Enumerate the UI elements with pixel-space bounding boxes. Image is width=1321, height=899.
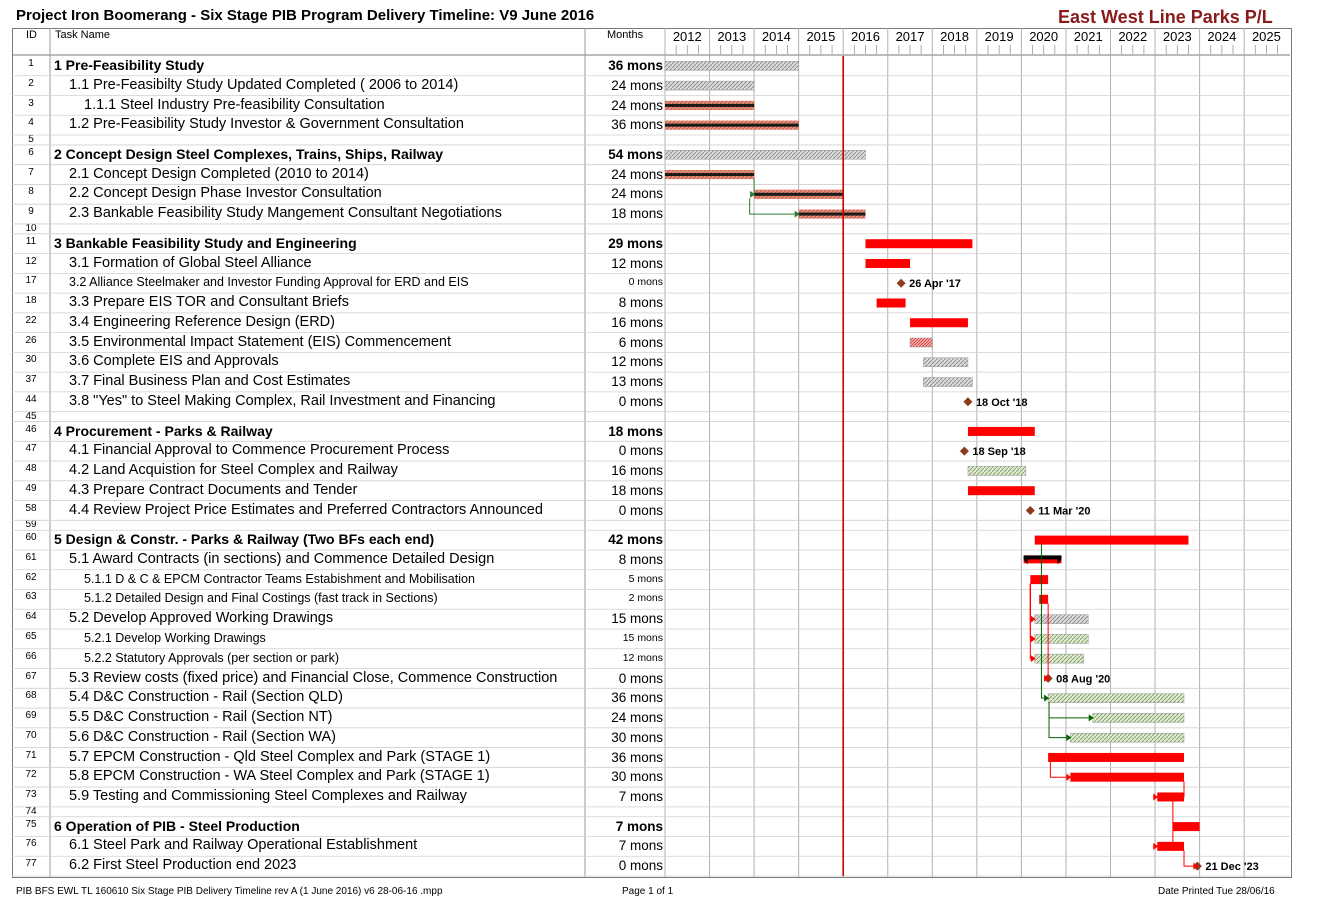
- task-bar: [877, 298, 906, 307]
- task-id: 5: [28, 134, 34, 146]
- task-id: 11: [25, 235, 37, 247]
- progress-line: [665, 104, 754, 107]
- task-duration: 24 mons: [611, 710, 663, 726]
- column-header-duration: Months: [607, 29, 644, 41]
- task-name: 2 Concept Design Steel Complexes, Trains, Ships, Railway: [54, 145, 444, 162]
- summary-bar: [923, 358, 968, 367]
- task-id: 7: [28, 166, 34, 178]
- task-duration: 0 mons: [618, 502, 663, 518]
- task-duration: 13 mons: [611, 374, 663, 390]
- task-id: 46: [25, 423, 37, 435]
- task-bar: [1035, 634, 1088, 643]
- task-name: 5.9 Testing and Commissioning Steel Complexes and Railway: [69, 788, 467, 805]
- milestone-label: 18 Oct '18: [975, 396, 1028, 409]
- task-bar: [1035, 654, 1084, 663]
- task-id: 17: [25, 275, 37, 287]
- task-bar: [865, 239, 972, 248]
- task-bar: [910, 318, 968, 327]
- milestone-diamond: [897, 279, 906, 288]
- task-name: 5.2 Develop Approved Working Drawings: [69, 610, 334, 627]
- progress-line: [665, 124, 799, 127]
- task-id: 1: [28, 58, 34, 69]
- task-duration: 36 mons: [608, 58, 663, 73]
- task-bar: [1039, 595, 1048, 604]
- task-duration: 7 mons: [615, 818, 663, 834]
- task-id: 37: [25, 374, 37, 386]
- task-id: 22: [25, 314, 37, 326]
- task-bar: [910, 338, 932, 347]
- task-name: 5.7 EPCM Construction - Qld Steel Complex and Park (STAGE 1): [69, 748, 491, 765]
- task-name: 4.3 Prepare Contract Documents and Tender: [69, 481, 358, 498]
- task-name: 3.1 Formation of Global Steel Alliance: [69, 254, 312, 271]
- year-label: 2018: [940, 29, 970, 44]
- task-bar: [1173, 822, 1200, 831]
- task-name: 3.2 Alliance Steelmaker and Investor Funding Approval for ERD and EIS: [69, 275, 469, 290]
- page-title: Project Iron Boomerang - Six Stage PIB Program Delivery Timeline: V9 June 2016: [16, 7, 595, 24]
- column-header-task: Task Name: [55, 29, 111, 41]
- task-name: 3 Bankable Feasibility Study and Engineering: [54, 234, 357, 251]
- task-id: 69: [25, 710, 37, 722]
- task-bar: [1035, 536, 1189, 545]
- task-duration: 24 mons: [611, 77, 663, 93]
- task-duration: 2 mons: [628, 592, 663, 605]
- task-id: 68: [25, 690, 37, 702]
- task-bar: [1048, 753, 1184, 762]
- task-name: 6.1 Steel Park and Railway Operational Establishment: [69, 837, 418, 854]
- task-id: 73: [25, 789, 37, 801]
- task-duration: 16 mons: [611, 463, 663, 479]
- task-bar: [1070, 733, 1184, 742]
- milestone-label: 08 Aug '20: [1056, 673, 1111, 686]
- summary-bar: [665, 61, 799, 70]
- column-header-id: ID: [26, 29, 37, 41]
- year-label: 2020: [1029, 29, 1059, 44]
- task-name: 6.2 First Steel Production end 2023: [69, 857, 297, 874]
- task-duration: 0 mons: [628, 276, 663, 289]
- dependency-link: [1049, 702, 1066, 738]
- year-label: 2016: [851, 29, 880, 44]
- task-name: 3.8 "Yes" to Steel Making Complex, Rail Investment and Financing: [69, 392, 496, 409]
- dependency-link: [1153, 801, 1173, 846]
- task-name: 1 Pre-Feasibility Study: [54, 57, 205, 73]
- task-id: 70: [25, 729, 37, 741]
- task-name: 6 Operation of PIB - Steel Production: [54, 817, 300, 834]
- year-label: 2017: [895, 29, 925, 44]
- task-duration: 8 mons: [618, 551, 663, 567]
- task-duration: 15 mons: [611, 611, 663, 627]
- task-name: 1.2 Pre-Feasibility Study Investor & Government Consultation: [69, 116, 464, 133]
- year-label: 2014: [761, 29, 791, 44]
- task-name: 5.1.2 Detailed Design and Final Costings (fast track in Sections): [84, 591, 438, 606]
- task-id: 44: [25, 393, 37, 405]
- task-id: 74: [25, 805, 37, 817]
- task-duration: 0 mons: [618, 858, 663, 874]
- company-name: East West Line Parks P/L: [1058, 7, 1273, 27]
- task-name: 1.1 Pre-Feasibilty Study Updated Completed ( 2006 to 2014): [69, 76, 459, 93]
- summary-bar: [665, 150, 865, 159]
- task-name: 1.1.1 Steel Industry Pre-feasibility Consultation: [84, 96, 385, 113]
- task-name: 3.7 Final Business Plan and Cost Estimates: [69, 373, 351, 390]
- task-duration: 30 mons: [611, 729, 663, 745]
- task-name: 4 Procurement - Parks & Railway: [54, 422, 273, 439]
- task-id: 47: [25, 443, 37, 455]
- task-duration: 15 mons: [622, 632, 663, 644]
- milestone-diamond: [963, 397, 972, 406]
- task-duration: 16 mons: [611, 314, 663, 330]
- milestone-label: 18 Sep '18: [972, 446, 1026, 459]
- task-bar: [1070, 773, 1184, 782]
- task-duration: 7 mons: [618, 838, 663, 854]
- task-id: 49: [25, 482, 37, 494]
- summary-bar: [923, 378, 972, 387]
- progress-line: [799, 213, 866, 216]
- task-duration: 0 mons: [618, 393, 663, 409]
- task-name: 4.2 Land Acquistion for Steel Complex and Railway: [69, 462, 398, 479]
- task-bar: [968, 427, 1035, 436]
- task-duration: 24 mons: [611, 186, 663, 202]
- footer-printed: Date Printed Tue 28/06/16: [1158, 886, 1275, 897]
- task-id: 9: [28, 206, 34, 218]
- task-bar: [968, 486, 1035, 495]
- year-label: 2025: [1251, 29, 1281, 44]
- dependency-link: [750, 198, 795, 214]
- task-id: 8: [28, 186, 34, 198]
- task-duration: 42 mons: [608, 532, 663, 548]
- year-label: 2019: [984, 29, 1014, 44]
- task-id: 61: [25, 551, 37, 563]
- summary-bar: [665, 81, 754, 90]
- task-id: 58: [25, 502, 37, 514]
- task-name: 3.5 Environmental Impact Statement (EIS) Commencement: [69, 333, 451, 350]
- task-id: 62: [25, 571, 37, 583]
- task-duration: 0 mons: [618, 670, 663, 686]
- task-id: 76: [25, 838, 37, 850]
- task-duration: 18 mons: [611, 206, 663, 222]
- milestone-label: 11 Mar '20: [1038, 505, 1091, 518]
- milestone-diamond: [1026, 506, 1035, 515]
- task-name: 3.4 Engineering Reference Design (ERD): [69, 313, 335, 330]
- task-id: 67: [25, 670, 37, 682]
- task-duration: 24 mons: [611, 166, 663, 182]
- task-duration: 24 mons: [611, 97, 663, 113]
- task-id: 72: [25, 769, 37, 781]
- task-name: 2.2 Concept Design Phase Investor Consultation: [69, 185, 382, 202]
- task-name: 3.3 Prepare EIS TOR and Consultant Briefs: [69, 294, 349, 311]
- milestone-diamond: [960, 447, 969, 456]
- milestone-label: 26 Apr '17: [909, 278, 961, 291]
- task-duration: 8 mons: [618, 295, 663, 311]
- task-bar: [968, 466, 1026, 475]
- task-name: 5.4 D&C Construction - Rail (Section QLD): [69, 689, 343, 706]
- task-bar: [1030, 575, 1048, 584]
- milestone-label: 21 Dec '23: [1205, 861, 1259, 874]
- dependency-link: [1049, 702, 1089, 718]
- task-name: 3.6 Complete EIS and Approvals: [69, 353, 279, 370]
- task-duration: 0 mons: [618, 443, 663, 459]
- task-id: 26: [25, 334, 37, 346]
- task-name: 2.3 Bankable Feasibility Study Mangement Consultant Negotiations: [69, 205, 502, 222]
- task-duration: 6 mons: [618, 334, 663, 350]
- task-id: 12: [25, 255, 37, 267]
- task-duration: 12 mons: [611, 255, 663, 271]
- task-id: 65: [25, 631, 37, 642]
- summary-bar: [1035, 615, 1088, 624]
- year-label: 2013: [717, 29, 747, 44]
- task-id: 71: [25, 749, 37, 761]
- year-label: 2021: [1073, 29, 1103, 44]
- task-duration: 54 mons: [608, 146, 663, 162]
- task-name: 2.1 Concept Design Completed (2010 to 2014): [69, 165, 369, 182]
- task-name: 5.1.1 D & C & EPCM Contractor Teams Estabishment and Mobilisation: [84, 571, 475, 586]
- task-name: 5.2.1 Develop Working Drawings: [84, 631, 266, 645]
- year-label: 2015: [806, 29, 836, 44]
- task-name: 5.6 D&C Construction - Rail (Section WA): [69, 728, 336, 745]
- task-id: 66: [25, 650, 37, 662]
- task-duration: 5 mons: [628, 572, 663, 585]
- task-name: 5.8 EPCM Construction - WA Steel Complex and Park (STAGE 1): [69, 768, 490, 785]
- task-id: 2: [28, 77, 34, 89]
- task-duration: 7 mons: [618, 789, 663, 805]
- task-duration: 36 mons: [611, 117, 663, 133]
- task-id: 48: [25, 463, 37, 475]
- task-duration: 12 mons: [622, 651, 663, 664]
- task-duration: 18 mons: [611, 482, 663, 498]
- progress-line: [754, 193, 843, 196]
- task-id: 77: [25, 858, 37, 870]
- task-name: 5.5 D&C Construction - Rail (Section NT): [69, 709, 333, 726]
- task-id: 75: [25, 818, 37, 830]
- task-bar: [1093, 713, 1184, 722]
- year-label: 2022: [1118, 29, 1148, 44]
- task-duration: 36 mons: [611, 690, 663, 706]
- task-id: 10: [25, 222, 37, 234]
- task-duration: 29 mons: [608, 235, 663, 251]
- task-id: 3: [28, 97, 34, 109]
- year-label: 2012: [672, 29, 702, 44]
- task-duration: 18 mons: [608, 423, 663, 439]
- footer-page: Page 1 of 1: [622, 886, 674, 897]
- task-name: 5.2.2 Statutory Approvals (per section or park): [84, 650, 339, 665]
- task-id: 30: [25, 354, 37, 366]
- task-duration: 12 mons: [611, 354, 663, 370]
- task-name: 4.1 Financial Approval to Commence Procurement Process: [69, 442, 450, 459]
- task-duration: 30 mons: [611, 769, 663, 785]
- task-name: 5.3 Review costs (fixed price) and Financial Close, Commence Construction: [69, 669, 558, 686]
- task-bar: [1048, 694, 1184, 703]
- task-id: 63: [25, 591, 37, 603]
- progress-line: [665, 173, 754, 176]
- dependency-link: [1050, 761, 1066, 777]
- task-name: 5 Design & Constr. - Parks & Railway (Two BFs each end): [54, 531, 435, 548]
- dependency-link: [1184, 850, 1193, 866]
- task-id: 59: [25, 519, 37, 531]
- task-name: 4.4 Review Project Price Estimates and Preferred Contractors Announced: [69, 501, 543, 518]
- task-id: 4: [28, 117, 34, 129]
- year-label: 2023: [1162, 29, 1192, 44]
- task-id: 18: [25, 295, 37, 307]
- task-id: 60: [25, 532, 37, 544]
- year-label: 2024: [1207, 29, 1237, 44]
- task-duration: 36 mons: [611, 749, 663, 765]
- task-id: 45: [25, 410, 37, 422]
- task-bar: [865, 259, 910, 268]
- task-id: 64: [25, 611, 37, 623]
- task-id: 6: [28, 146, 34, 158]
- footer-file: PIB BFS EWL TL 160610 Six Stage PIB Delivery Timeline rev A (1 June 2016) v6 28-06-16 .mpp: [16, 886, 443, 897]
- task-name: 5.1 Award Contracts (in sections) and Commence Detailed Design: [69, 550, 495, 567]
